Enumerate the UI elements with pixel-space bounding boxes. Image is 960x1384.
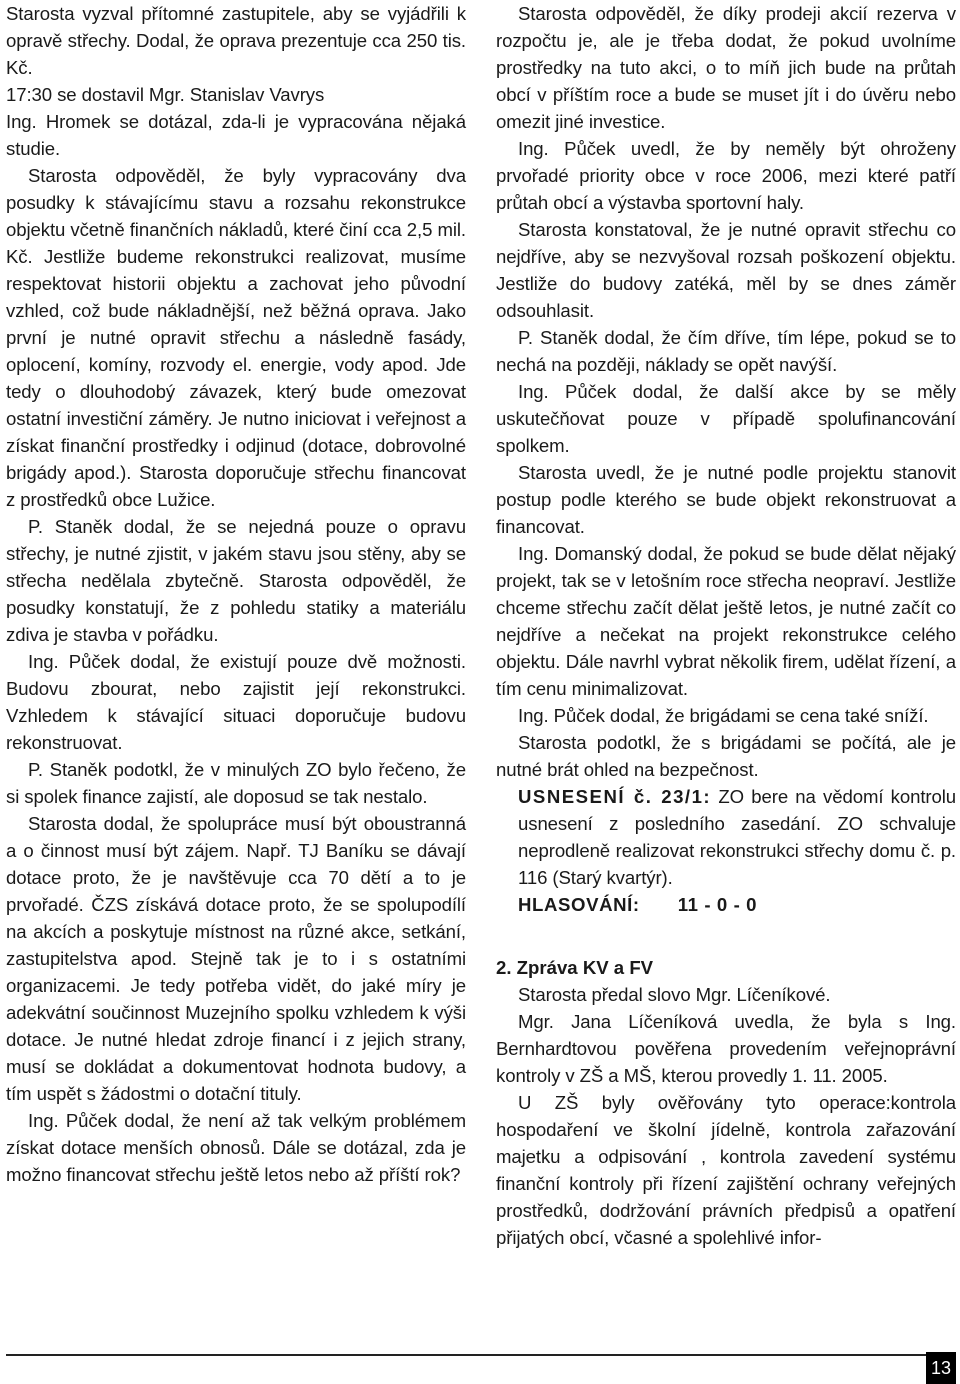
- resolution-text: [518, 783, 956, 891]
- paragraph: Ing. Půček dodal, že brigádami se cena také sníží.: [518, 705, 929, 726]
- paragraph: Starosta podotkl, že s brigádami se počítá, ale je nutné brát ohled na bezpečnost.: [496, 732, 956, 780]
- paragraph: Ing. Hromek se dotázal, zda-li je vypracována nějaká studie.: [6, 111, 466, 159]
- resolution-label: USNESENÍ č. 23/1:: [518, 786, 712, 807]
- paragraph: Starosta konstatoval, že je nutné opravit střechu co nejdříve, aby se nezvyšoval rozsah poškození objektu. Jestliže do budovy zatéká, měl by se dnes záměr odsouhlasit.: [496, 219, 956, 321]
- paragraph: Ing. Půček dodal, že další akce by se měly uskutečňovat pouze v případě spolufinancování spolkem.: [496, 381, 956, 456]
- left-column: [6, 0, 466, 1188]
- resolution-body: ZO bere na vědomí kontrolu usnesení z posledního zasedání. ZO schvaluje neprodleně realizovat rekonstrukci střechy domu č. p. 116 (Starý kvartýr).: [518, 786, 956, 888]
- vote-line: [518, 891, 956, 918]
- paragraph: Starosta uvedl, že je nutné podle projektu stanovit postup podle kterého se bude objekt rekonstruovat a financovat.: [496, 462, 956, 537]
- paragraph: 17:30 se dostavil Mgr. Stanislav Vavrys: [6, 84, 325, 105]
- paragraph: Ing. Půček dodal, že existují pouze dvě možnosti. Budovu zbourat, nebo zajistit její rekonstrukci. Vzhledem k stávající situaci doporučuje budovu rekonstruovat.: [6, 651, 466, 753]
- paragraph: Starosta odpověděl, že byly vypracovány dva posudky k stávajícímu stavu a rozsahu rekonstrukce objektu včetně finančních nákladů, které činí cca 2,5 mil. Kč. Jestliže budeme rekonstrukci realizovat, musíme respektovat historii objektu a zachovat jeho původní vzhled, což bude nákladnější, než běžná oprava. Jako první je nutné opravit střechu a následně fasády, oplocení, komíny, rozvody el. energie, vody apod. Jde tedy o dlouhodobý závazek, který bude omezovat ostatní investiční záměry. Je nutno iniciovat i veřejnost a získat finanční prostředky i odjinud (dotace, dobrovolné brigády apod.). Starosta doporučuje střechu financovat z prostředků obce Lužice.: [6, 165, 466, 510]
- paragraph: Ing. Půček dodal, že není až tak velkým problémem získat dotace menších obnosů. Dále se dotázal, zda je možno financovat střechu ještě letos nebo až příští rok?: [6, 1110, 466, 1185]
- page-number: 13: [926, 1352, 956, 1384]
- right-column: [496, 0, 956, 1251]
- paragraph: P. Staněk podotkl, že v minulých ZO bylo řečeno, že si spolek finance zajistí, ale doposud se tak nestalo.: [6, 759, 466, 807]
- paragraph: Ing. Půček uvedl, že by neměly být ohroženy prvořadé priority obce v roce 2006, mezi které patří průtah obcí a výstavba sportovní haly.: [496, 138, 956, 213]
- paragraph: Ing. Domanský dodal, že pokud se bude dělat nějaký projekt, tak se v letošním roce střecha neopraví. Jestliže chceme střechu začít dělat ještě letos, je nutné začít co nejdříve a nečekat na projekt rekonstrukce celého objektu. Dále navrhl vybrat několik firem, udělat řízení, a tím cenu minimalizovat.: [496, 543, 956, 699]
- vote-value: 11 - 0 - 0: [677, 894, 758, 915]
- paragraph: U ZŠ byly ověřovány tyto operace:kontrola hospodaření ve školní jídelně, kontrola zařazování majetku a odpisování , kontrola zavedení systému finanční kontroly při řízení zajištění ochrany veřejných prostředků, dodržování právních předpisů a opatření přijatých obcí, včasné a spolehlivé infor-: [496, 1092, 956, 1248]
- paragraph: P. Staněk dodal, že se nejedná pouze o opravu střechy, je nutné zjistit, v jakém stavu jsou stěny, aby se střecha nedělala zbytečně. Starosta odpověděl, že posudky konstatují, že z pohledu statiky a materiálu zdiva je stavba v pořádku.: [6, 516, 466, 645]
- paragraph: Starosta vyzval přítomné zastupitele, aby se vyjádřili k opravě střechy. Dodal, že oprava prezentuje cca 250 tis. Kč.: [6, 3, 466, 78]
- resolution-block: [496, 783, 956, 918]
- section-title: 2. Zpráva KV a FV: [496, 957, 654, 978]
- footer-rule: [6, 1354, 956, 1356]
- paragraph: Starosta odpověděl, že díky prodeji akcií rezerva v rozpočtu je, ale je třeba dodat, že pokud uvolníme prostředky na tuto akci, o to míň jich bude na průtah obcí v příštím roce a bude se muset jít i do úvěru nebo omezit jiné investice.: [496, 3, 956, 132]
- paragraph: P. Staněk dodal, že čím dříve, tím lépe, pokud se to nechá na později, náklady se opět navýší.: [496, 327, 956, 375]
- paragraph: Mgr. Jana Líčeníková uvedla, že byla s Ing. Bernhardtovou pověřena provedením veřejnoprávní kontroly v ZŠ a MŠ, kterou provedly 1. 11. 2005.: [496, 1011, 956, 1086]
- paragraph: Starosta dodal, že spolupráce musí být oboustranná a o činnost musí být zájem. Např. TJ Baníku se dávají dotace proto, že je navštěvuje cca 70 dětí a to je prvořadé. ČZS získává dotace proto, že se spolupodílí na akcích a poskytuje místnost na různé akce, setkání, zastupitelstva apod. Stejně tak je to i s ostatními organizacemi. Je tedy potřeba vidět, do jaké míry je adekvátní součinnost Muzejního spolku vzhledem k výši dotace. Je nutné hledat zdroje financí i z jejich strany, musí se dokládat a dokumentovat hodnota budovy, a tím uspět s žádostmi o dotační tituly.: [6, 813, 466, 1104]
- vote-label: HLASOVÁNÍ:: [518, 894, 640, 915]
- paragraph: Starosta předal slovo Mgr. Líčeníkové.: [518, 984, 831, 1005]
